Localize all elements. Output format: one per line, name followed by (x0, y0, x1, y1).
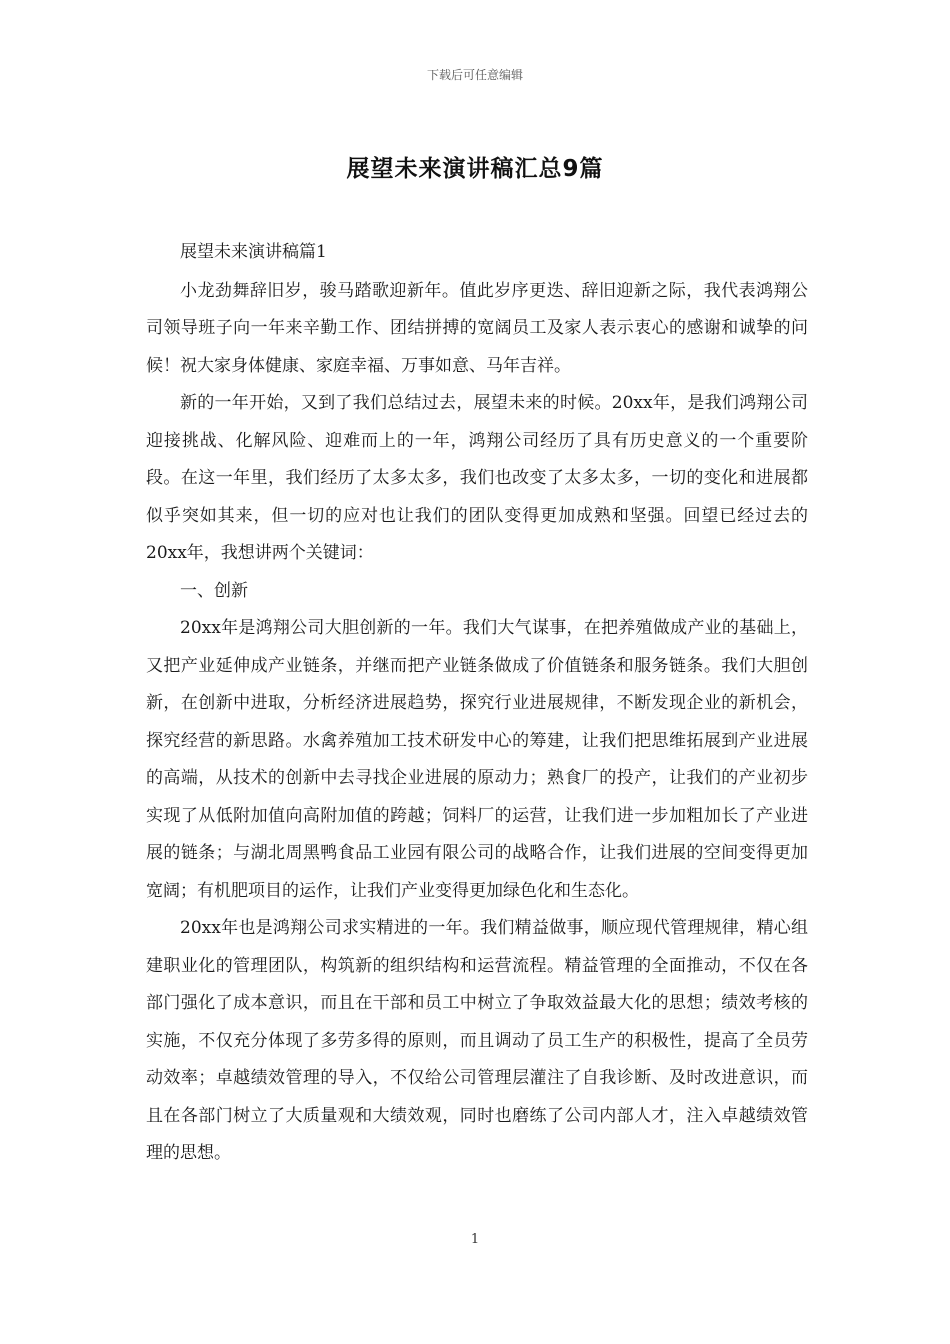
document-body (146, 234, 808, 1173)
section-heading-innovation: 一、创新 (180, 580, 248, 601)
page-header-note: 下载后可任意编辑 (426, 68, 523, 82)
section-subtitle: 展望未来演讲稿篇1 (180, 242, 327, 262)
document-title: 展望未来演讲稿汇总9篇 (346, 156, 604, 182)
paragraph-innovation: 20xx年是鸿翔公司大胆创新的一年。我们大气谋事，在把养殖做成产业的基础上，又把产业延伸成产业链条，并继而把产业链条做成了价值链条和服务链条。我们大胆创新，在创新中进取，分析经济进展趋势，探究行业进展规律，不断发现企业的新机会，探究经营的新思路。水禽养殖加工技术研发中心的筹建，让我们把思维拓展到产业进展的高端，从技术的创新中去寻找企业进展的原动力；熟食厂的投产，让我们的产业初步实现了从低附加值向高附加值的跨越；饲料厂的运营，让我们进一步加粗加长了产业进展的链条；与湖北周黑鸭食品工业园有限公司的战略合作，让我们进展的空间变得更加宽阔；有机肥项目的运作，让我们产业变得更加绿色化和生态化。 (146, 618, 808, 901)
paragraph-review: 新的一年开始，又到了我们总结过去，展望未来的时候。20xx年，是我们鸿翔公司迎接挑战、化解风险、迎难而上的一年，鸿翔公司经历了具有历史意义的一个重要阶段。在这一年里，我们经历了太多太多，我们也改变了太多太多，一切的变化和进展都似乎突如其来，但一切的应对也让我们的团队变得更加成熟和坚强。回望已经过去的20xx年，我想讲两个关键词： (146, 393, 808, 563)
page-number: 1 (470, 1232, 480, 1247)
paragraph-management: 20xx年也是鸿翔公司求实精进的一年。我们精益做事，顺应现代管理规律，精心组建职业化的管理团队，构筑新的组织结构和运营流程。精益管理的全面推动，不仅在各部门强化了成本意识，而且在干部和员工中树立了争取效益最大化的思想；绩效考核的实施，不仅充分体现了多劳多得的原则，而且调动了员工生产的积极性，提高了全员劳动效率；卓越绩效管理的导入，不仅给公司管理层灌注了自我诊断、及时改进意识，而且在各部门树立了大质量观和大绩效观，同时也磨练了公司内部人才，注入卓越绩效管理的思想。 (146, 918, 808, 1163)
paragraph-greeting: 小龙劲舞辞旧岁，骏马踏歌迎新年。值此岁序更迭、辞旧迎新之际，我代表鸿翔公司领导班子向一年来辛勤工作、团结拼搏的宽阔员工及家人表示衷心的感谢和诚挚的问候！祝大家身体健康、家庭幸福、万事如意、马年吉祥。 (146, 280, 808, 376)
